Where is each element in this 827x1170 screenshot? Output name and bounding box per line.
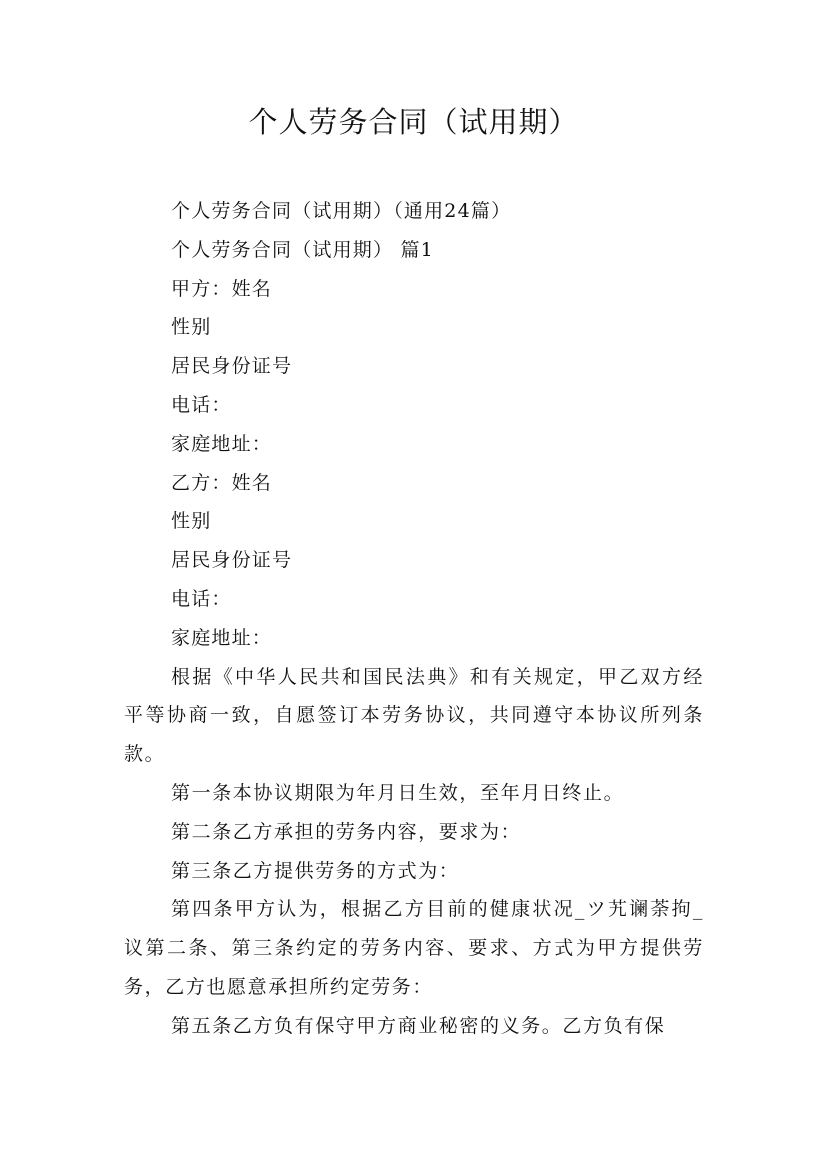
clause-1: 第一条本协议期限为年月日生效，至年月日终止。	[171, 781, 625, 804]
party-b-phone: 电话：	[171, 587, 232, 610]
party-b-name: 乙方：姓名	[171, 471, 273, 494]
party-a-name: 甲方：姓名	[171, 277, 273, 300]
party-a-phone: 电话：	[171, 393, 232, 416]
document-body	[124, 192, 704, 1046]
clause-5: 第五条乙方负有保守甲方商业秘密的义务。乙方负有保	[171, 1014, 666, 1037]
party-b-address: 家庭地址：	[171, 626, 273, 649]
section-heading: 个人劳务合同（试用期） 篇1	[171, 238, 434, 261]
party-b-id-number: 居民身份证号	[171, 549, 293, 572]
clause-2: 第二条乙方承担的劳务内容，要求为：	[171, 820, 522, 843]
party-a-gender: 性别	[171, 316, 212, 339]
party-b-gender: 性别	[171, 510, 212, 533]
clause-3: 第三条乙方提供劳务的方式为：	[171, 859, 460, 882]
doc-subtitle: 个人劳务合同（试用期）（通用24篇）	[171, 200, 512, 222]
party-a-address: 家庭地址：	[171, 432, 273, 455]
document-title: 个人劳务合同（试用期）	[248, 105, 579, 139]
party-a-id-number: 居民身份证号	[171, 355, 293, 378]
preamble-paragraph: 根据《中华人民共和国民法典》和有关规定，甲乙双方经平等协商一致，自愿签订本劳务协议，共同遵守本协议所列条款。	[124, 665, 704, 766]
clause-4: 第四条甲方认为，根据乙方目前的健康状况_ツ艽谰荼拘_议第二条、第三条约定的劳务内容、要求、方式为甲方提供劳务，乙方也愿意承担所约定劳务：	[124, 898, 704, 998]
